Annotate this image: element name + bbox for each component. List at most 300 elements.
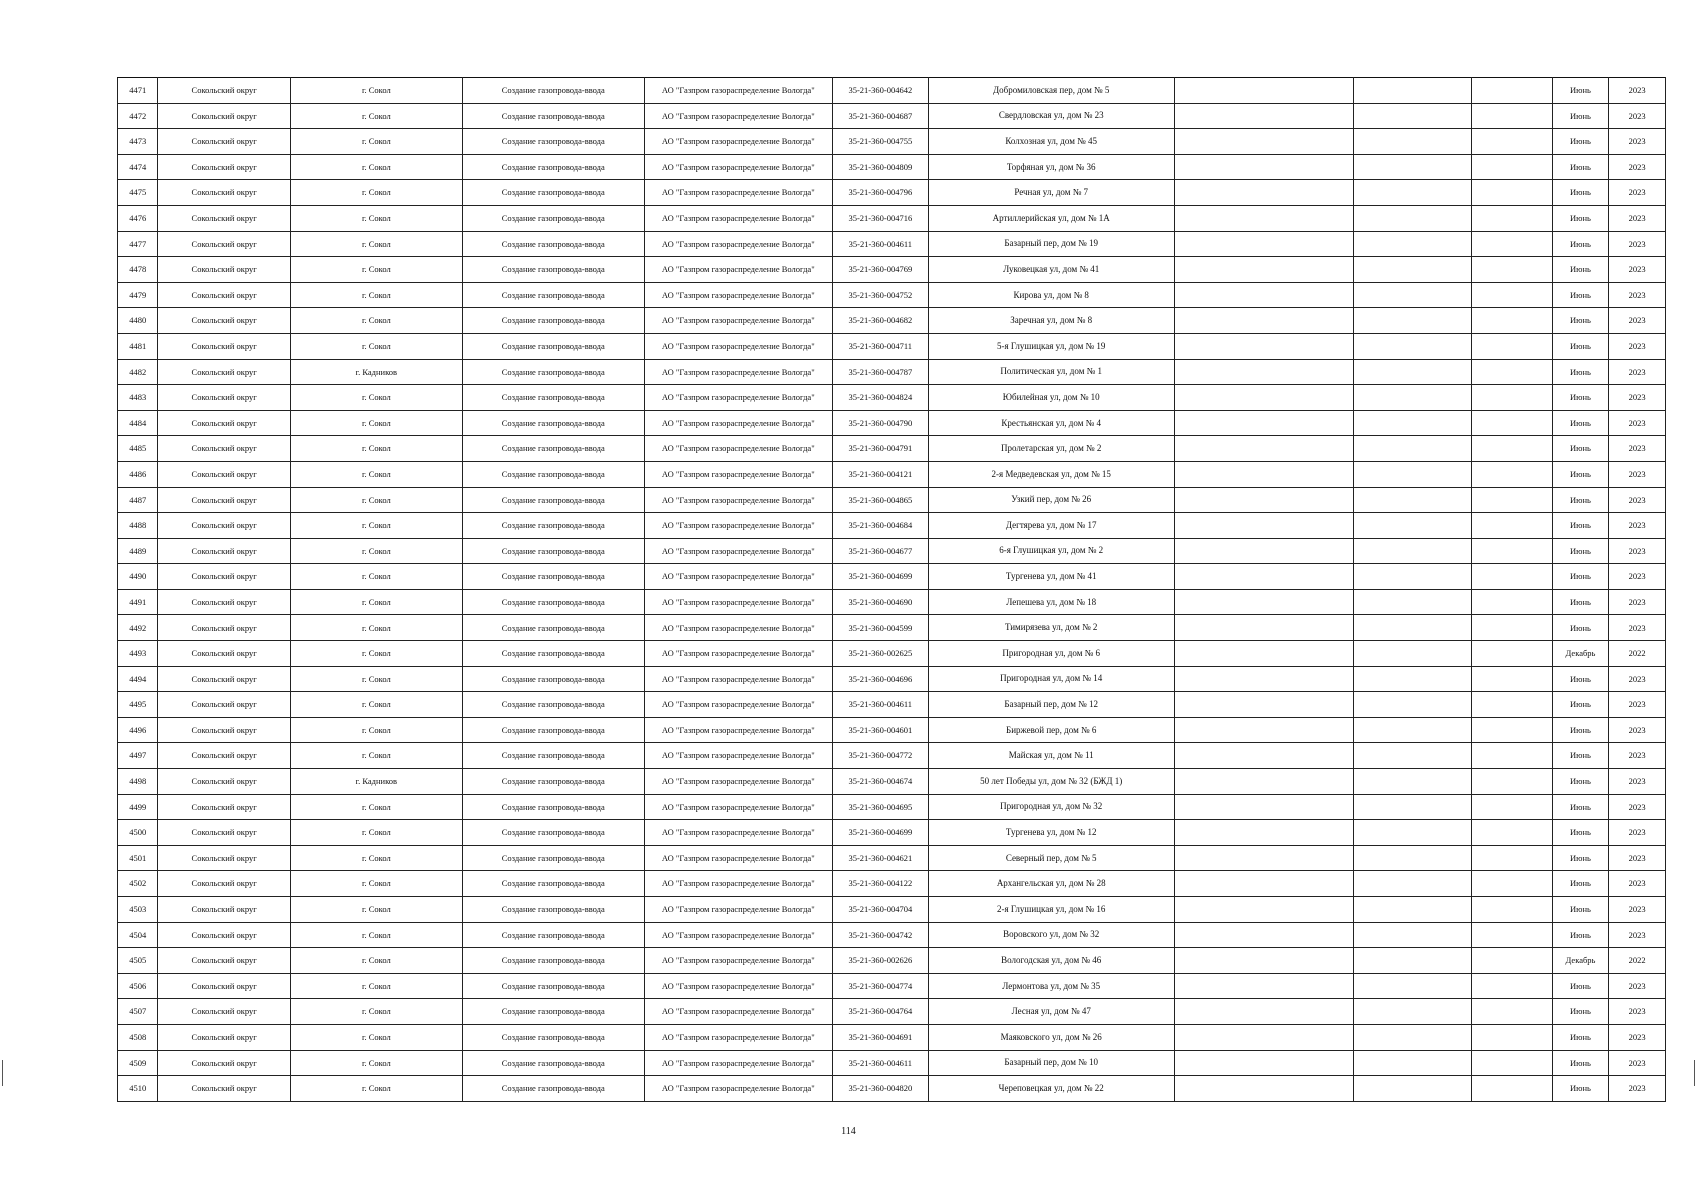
work-type-cell: Создание газопровода-ввода	[462, 845, 644, 871]
request-number-cell: 35-21-360-004791	[832, 436, 928, 462]
blank-a-cell	[1174, 103, 1353, 129]
row-number-cell: 4478	[118, 257, 158, 283]
settlement-cell: г. Сокол	[290, 1024, 462, 1050]
blank-c-cell	[1471, 692, 1552, 718]
blank-b-cell	[1353, 794, 1471, 820]
blank-c-cell	[1471, 1024, 1552, 1050]
year-cell: 2023	[1609, 154, 1666, 180]
address-cell: 6-я Глушицкая ул, дом № 2	[928, 538, 1174, 564]
request-number-cell: 35-21-360-004774	[832, 973, 928, 999]
district-cell: Сокольский округ	[158, 78, 290, 104]
blank-b-cell	[1353, 1076, 1471, 1102]
table-row	[118, 692, 1666, 718]
organization-cell: АО "Газпром газораспределение Вологда"	[644, 487, 832, 513]
district-cell: Сокольский округ	[158, 666, 290, 692]
work-type-cell: Создание газопровода-ввода	[462, 487, 644, 513]
request-number-cell: 35-21-360-004599	[832, 615, 928, 641]
blank-a-cell	[1174, 948, 1353, 974]
work-type-cell: Создание газопровода-ввода	[462, 205, 644, 231]
work-type-cell: Создание газопровода-ввода	[462, 154, 644, 180]
row-number-cell: 4472	[118, 103, 158, 129]
table-row	[118, 154, 1666, 180]
blank-c-cell	[1471, 589, 1552, 615]
organization-cell: АО "Газпром газораспределение Вологда"	[644, 973, 832, 999]
blank-b-cell	[1353, 717, 1471, 743]
year-cell: 2023	[1609, 333, 1666, 359]
address-cell: Череповецкая ул, дом № 22	[928, 1076, 1174, 1102]
district-cell: Сокольский округ	[158, 897, 290, 923]
year-cell: 2023	[1609, 436, 1666, 462]
address-cell: Архангельская ул, дом № 28	[928, 871, 1174, 897]
blank-c-cell	[1471, 1050, 1552, 1076]
address-cell: Пригородная ул, дом № 32	[928, 794, 1174, 820]
month-cell: Июнь	[1552, 436, 1609, 462]
blank-b-cell	[1353, 461, 1471, 487]
month-cell: Июнь	[1552, 180, 1609, 206]
year-cell: 2023	[1609, 794, 1666, 820]
organization-cell: АО "Газпром газораспределение Вологда"	[644, 410, 832, 436]
year-cell: 2023	[1609, 897, 1666, 923]
blank-c-cell	[1471, 154, 1552, 180]
work-type-cell: Создание газопровода-ввода	[462, 871, 644, 897]
month-cell: Июнь	[1552, 129, 1609, 155]
organization-cell: АО "Газпром газораспределение Вологда"	[644, 845, 832, 871]
table-row	[118, 1076, 1666, 1102]
table-row	[118, 743, 1666, 769]
request-number-cell: 35-21-360-004695	[832, 794, 928, 820]
address-cell: Торфяная ул, дом № 36	[928, 154, 1174, 180]
organization-cell: АО "Газпром газораспределение Вологда"	[644, 615, 832, 641]
district-cell: Сокольский округ	[158, 461, 290, 487]
month-cell: Июнь	[1552, 666, 1609, 692]
year-cell: 2023	[1609, 615, 1666, 641]
address-cell: Крестьянская ул, дом № 4	[928, 410, 1174, 436]
organization-cell: АО "Газпром газораспределение Вологда"	[644, 794, 832, 820]
year-cell: 2023	[1609, 180, 1666, 206]
blank-c-cell	[1471, 820, 1552, 846]
blank-c-cell	[1471, 513, 1552, 539]
table-row	[118, 333, 1666, 359]
request-number-cell: 35-21-360-004711	[832, 333, 928, 359]
month-cell: Июнь	[1552, 794, 1609, 820]
year-cell: 2023	[1609, 973, 1666, 999]
table-row	[118, 589, 1666, 615]
address-cell: Лепешева ул, дом № 18	[928, 589, 1174, 615]
district-cell: Сокольский округ	[158, 487, 290, 513]
blank-b-cell	[1353, 78, 1471, 104]
work-type-cell: Создание газопровода-ввода	[462, 615, 644, 641]
month-cell: Июнь	[1552, 359, 1609, 385]
row-number-cell: 4479	[118, 282, 158, 308]
year-cell: 2022	[1609, 641, 1666, 667]
blank-b-cell	[1353, 257, 1471, 283]
blank-a-cell	[1174, 257, 1353, 283]
organization-cell: АО "Газпром газораспределение Вологда"	[644, 461, 832, 487]
year-cell: 2023	[1609, 1050, 1666, 1076]
blank-a-cell	[1174, 513, 1353, 539]
settlement-cell: г. Сокол	[290, 461, 462, 487]
settlement-cell: г. Сокол	[290, 436, 462, 462]
row-number-cell: 4508	[118, 1024, 158, 1050]
settlement-cell: г. Сокол	[290, 129, 462, 155]
blank-c-cell	[1471, 231, 1552, 257]
organization-cell: АО "Газпром газораспределение Вологда"	[644, 692, 832, 718]
district-cell: Сокольский округ	[158, 743, 290, 769]
request-number-cell: 35-21-360-002626	[832, 948, 928, 974]
address-cell: Заречная ул, дом № 8	[928, 308, 1174, 334]
request-number-cell: 35-21-360-002625	[832, 641, 928, 667]
row-number-cell: 4509	[118, 1050, 158, 1076]
blank-c-cell	[1471, 769, 1552, 795]
settlement-cell: г. Сокол	[290, 717, 462, 743]
address-cell: Дегтярева ул, дом № 17	[928, 513, 1174, 539]
blank-c-cell	[1471, 666, 1552, 692]
address-cell: Тимирязева ул, дом № 2	[928, 615, 1174, 641]
address-cell: Вологодская ул, дом № 46	[928, 948, 1174, 974]
table-row	[118, 513, 1666, 539]
address-cell: Воровского ул, дом № 32	[928, 922, 1174, 948]
blank-a-cell	[1174, 308, 1353, 334]
blank-a-cell	[1174, 282, 1353, 308]
blank-c-cell	[1471, 103, 1552, 129]
work-type-cell: Создание газопровода-ввода	[462, 589, 644, 615]
work-type-cell: Создание газопровода-ввода	[462, 359, 644, 385]
organization-cell: АО "Газпром газораспределение Вологда"	[644, 717, 832, 743]
organization-cell: АО "Газпром газораспределение Вологда"	[644, 257, 832, 283]
district-cell: Сокольский округ	[158, 564, 290, 590]
table-row	[118, 641, 1666, 667]
blank-a-cell	[1174, 973, 1353, 999]
row-number-cell: 4485	[118, 436, 158, 462]
settlement-cell: г. Сокол	[290, 282, 462, 308]
month-cell: Июнь	[1552, 1050, 1609, 1076]
work-type-cell: Создание газопровода-ввода	[462, 78, 644, 104]
district-cell: Сокольский округ	[158, 257, 290, 283]
blank-a-cell	[1174, 820, 1353, 846]
settlement-cell: г. Сокол	[290, 692, 462, 718]
blank-b-cell	[1353, 436, 1471, 462]
district-cell: Сокольский округ	[158, 103, 290, 129]
settlement-cell: г. Сокол	[290, 78, 462, 104]
blank-a-cell	[1174, 129, 1353, 155]
year-cell: 2023	[1609, 845, 1666, 871]
blank-b-cell	[1353, 333, 1471, 359]
table-row	[118, 769, 1666, 795]
blank-b-cell	[1353, 487, 1471, 513]
settlement-cell: г. Кадников	[290, 769, 462, 795]
organization-cell: АО "Газпром газораспределение Вологда"	[644, 871, 832, 897]
table-row	[118, 999, 1666, 1025]
year-cell: 2023	[1609, 692, 1666, 718]
year-cell: 2023	[1609, 1076, 1666, 1102]
row-number-cell: 4510	[118, 1076, 158, 1102]
organization-cell: АО "Газпром газораспределение Вологда"	[644, 129, 832, 155]
district-cell: Сокольский округ	[158, 589, 290, 615]
settlement-cell: г. Сокол	[290, 871, 462, 897]
row-number-cell: 4501	[118, 845, 158, 871]
organization-cell: АО "Газпром газораспределение Вологда"	[644, 897, 832, 923]
blank-c-cell	[1471, 948, 1552, 974]
row-number-cell: 4502	[118, 871, 158, 897]
work-type-cell: Создание газопровода-ввода	[462, 129, 644, 155]
row-number-cell: 4477	[118, 231, 158, 257]
work-type-cell: Создание газопровода-ввода	[462, 999, 644, 1025]
district-cell: Сокольский округ	[158, 410, 290, 436]
request-number-cell: 35-21-360-004611	[832, 231, 928, 257]
year-cell: 2023	[1609, 743, 1666, 769]
blank-b-cell	[1353, 308, 1471, 334]
blank-c-cell	[1471, 359, 1552, 385]
month-cell: Июнь	[1552, 231, 1609, 257]
district-cell: Сокольский округ	[158, 973, 290, 999]
row-number-cell: 4481	[118, 333, 158, 359]
blank-a-cell	[1174, 487, 1353, 513]
district-cell: Сокольский округ	[158, 820, 290, 846]
table-row	[118, 973, 1666, 999]
table-row	[118, 1024, 1666, 1050]
blank-a-cell	[1174, 1050, 1353, 1076]
blank-b-cell	[1353, 154, 1471, 180]
page-number: 114	[841, 1126, 856, 1137]
table-row	[118, 103, 1666, 129]
row-number-cell: 4483	[118, 385, 158, 411]
blank-c-cell	[1471, 794, 1552, 820]
table-row	[118, 436, 1666, 462]
blank-c-cell	[1471, 436, 1552, 462]
district-cell: Сокольский округ	[158, 641, 290, 667]
year-cell: 2023	[1609, 410, 1666, 436]
work-type-cell: Создание газопровода-ввода	[462, 1076, 644, 1102]
blank-c-cell	[1471, 78, 1552, 104]
blank-a-cell	[1174, 794, 1353, 820]
district-cell: Сокольский округ	[158, 999, 290, 1025]
blank-a-cell	[1174, 180, 1353, 206]
blank-b-cell	[1353, 641, 1471, 667]
month-cell: Июнь	[1552, 154, 1609, 180]
district-cell: Сокольский округ	[158, 769, 290, 795]
blank-a-cell	[1174, 871, 1353, 897]
settlement-cell: г. Сокол	[290, 564, 462, 590]
organization-cell: АО "Газпром газораспределение Вологда"	[644, 282, 832, 308]
month-cell: Июнь	[1552, 615, 1609, 641]
blank-b-cell	[1353, 973, 1471, 999]
address-cell: Луковецкая ул, дом № 41	[928, 257, 1174, 283]
settlement-cell: г. Сокол	[290, 589, 462, 615]
row-number-cell: 4484	[118, 410, 158, 436]
settlement-cell: г. Сокол	[290, 538, 462, 564]
work-type-cell: Создание газопровода-ввода	[462, 717, 644, 743]
blank-c-cell	[1471, 333, 1552, 359]
blank-b-cell	[1353, 692, 1471, 718]
work-type-cell: Создание газопровода-ввода	[462, 180, 644, 206]
blank-c-cell	[1471, 410, 1552, 436]
settlement-cell: г. Сокол	[290, 513, 462, 539]
row-number-cell: 4506	[118, 973, 158, 999]
settlement-cell: г. Сокол	[290, 103, 462, 129]
organization-cell: АО "Газпром газораспределение Вологда"	[644, 999, 832, 1025]
address-cell: Политическая ул, дом № 1	[928, 359, 1174, 385]
blank-a-cell	[1174, 385, 1353, 411]
month-cell: Июнь	[1552, 897, 1609, 923]
year-cell: 2023	[1609, 922, 1666, 948]
month-cell: Июнь	[1552, 871, 1609, 897]
row-number-cell: 4473	[118, 129, 158, 155]
district-cell: Сокольский округ	[158, 333, 290, 359]
request-number-cell: 35-21-360-004687	[832, 103, 928, 129]
table-row	[118, 359, 1666, 385]
address-cell: Пригородная ул, дом № 6	[928, 641, 1174, 667]
address-cell: Пролетарская ул, дом № 2	[928, 436, 1174, 462]
blank-a-cell	[1174, 461, 1353, 487]
blank-b-cell	[1353, 999, 1471, 1025]
blank-a-cell	[1174, 436, 1353, 462]
request-number-cell: 35-21-360-004716	[832, 205, 928, 231]
blank-c-cell	[1471, 897, 1552, 923]
settlement-cell: г. Сокол	[290, 231, 462, 257]
year-cell: 2023	[1609, 231, 1666, 257]
year-cell: 2023	[1609, 129, 1666, 155]
address-cell: Маяковского ул, дом № 26	[928, 1024, 1174, 1050]
work-type-cell: Создание газопровода-ввода	[462, 922, 644, 948]
request-number-cell: 35-21-360-004755	[832, 129, 928, 155]
address-cell: 2-я Глушицкая ул, дом № 16	[928, 897, 1174, 923]
table-row	[118, 385, 1666, 411]
district-cell: Сокольский округ	[158, 282, 290, 308]
work-type-cell: Создание газопровода-ввода	[462, 1024, 644, 1050]
address-cell: Северный пер, дом № 5	[928, 845, 1174, 871]
organization-cell: АО "Газпром газораспределение Вологда"	[644, 205, 832, 231]
month-cell: Июнь	[1552, 205, 1609, 231]
settlement-cell: г. Сокол	[290, 308, 462, 334]
row-number-cell: 4496	[118, 717, 158, 743]
district-cell: Сокольский округ	[158, 1050, 290, 1076]
settlement-cell: г. Сокол	[290, 845, 462, 871]
year-cell: 2023	[1609, 257, 1666, 283]
address-cell: Речная ул, дом № 7	[928, 180, 1174, 206]
blank-b-cell	[1353, 103, 1471, 129]
organization-cell: АО "Газпром газораспределение Вологда"	[644, 103, 832, 129]
month-cell: Июнь	[1552, 461, 1609, 487]
address-cell: 2-я Медведевская ул, дом № 15	[928, 461, 1174, 487]
table-row	[118, 78, 1666, 104]
request-number-cell: 35-21-360-004742	[832, 922, 928, 948]
data-table	[117, 77, 1666, 1102]
organization-cell: АО "Газпром газораспределение Вологда"	[644, 78, 832, 104]
row-number-cell: 4490	[118, 564, 158, 590]
organization-cell: АО "Газпром газораспределение Вологда"	[644, 1050, 832, 1076]
organization-cell: АО "Газпром газораспределение Вологда"	[644, 333, 832, 359]
blank-b-cell	[1353, 513, 1471, 539]
work-type-cell: Создание газопровода-ввода	[462, 948, 644, 974]
organization-cell: АО "Газпром газораспределение Вологда"	[644, 666, 832, 692]
table-row	[118, 205, 1666, 231]
address-cell: Базарный пер, дом № 10	[928, 1050, 1174, 1076]
blank-a-cell	[1174, 641, 1353, 667]
request-number-cell: 35-21-360-004752	[832, 282, 928, 308]
month-cell: Июнь	[1552, 257, 1609, 283]
settlement-cell: г. Сокол	[290, 205, 462, 231]
year-cell: 2023	[1609, 769, 1666, 795]
row-number-cell: 4494	[118, 666, 158, 692]
settlement-cell: г. Сокол	[290, 820, 462, 846]
table-row	[118, 410, 1666, 436]
address-cell: Базарный пер, дом № 19	[928, 231, 1174, 257]
blank-a-cell	[1174, 205, 1353, 231]
month-cell: Июнь	[1552, 743, 1609, 769]
year-cell: 2023	[1609, 308, 1666, 334]
blank-a-cell	[1174, 666, 1353, 692]
month-cell: Июнь	[1552, 487, 1609, 513]
request-number-cell: 35-21-360-004122	[832, 871, 928, 897]
organization-cell: АО "Газпром газораспределение Вологда"	[644, 589, 832, 615]
row-number-cell: 4491	[118, 589, 158, 615]
year-cell: 2023	[1609, 820, 1666, 846]
address-cell: 5-я Глушицкая ул, дом № 19	[928, 333, 1174, 359]
work-type-cell: Создание газопровода-ввода	[462, 461, 644, 487]
month-cell: Июнь	[1552, 513, 1609, 539]
work-type-cell: Создание газопровода-ввода	[462, 257, 644, 283]
blank-a-cell	[1174, 897, 1353, 923]
work-type-cell: Создание газопровода-ввода	[462, 103, 644, 129]
table-row	[118, 564, 1666, 590]
request-number-cell: 35-21-360-004824	[832, 385, 928, 411]
address-cell: Добромиловская пер, дом № 5	[928, 78, 1174, 104]
blank-c-cell	[1471, 1076, 1552, 1102]
request-number-cell: 35-21-360-004677	[832, 538, 928, 564]
year-cell: 2023	[1609, 78, 1666, 104]
settlement-cell: г. Сокол	[290, 897, 462, 923]
settlement-cell: г. Сокол	[290, 154, 462, 180]
organization-cell: АО "Газпром газораспределение Вологда"	[644, 538, 832, 564]
request-number-cell: 35-21-360-004611	[832, 1050, 928, 1076]
blank-a-cell	[1174, 1076, 1353, 1102]
table-row	[118, 922, 1666, 948]
district-cell: Сокольский округ	[158, 385, 290, 411]
work-type-cell: Создание газопровода-ввода	[462, 769, 644, 795]
district-cell: Сокольский округ	[158, 1076, 290, 1102]
organization-cell: АО "Газпром газораспределение Вологда"	[644, 231, 832, 257]
blank-c-cell	[1471, 538, 1552, 564]
blank-b-cell	[1353, 129, 1471, 155]
settlement-cell: г. Сокол	[290, 615, 462, 641]
month-cell: Декабрь	[1552, 641, 1609, 667]
blank-c-cell	[1471, 308, 1552, 334]
request-number-cell: 35-21-360-004772	[832, 743, 928, 769]
row-number-cell: 4480	[118, 308, 158, 334]
row-number-cell: 4475	[118, 180, 158, 206]
row-number-cell: 4489	[118, 538, 158, 564]
address-cell: Биржевой пер, дом № 6	[928, 717, 1174, 743]
blank-a-cell	[1174, 999, 1353, 1025]
month-cell: Июнь	[1552, 999, 1609, 1025]
blank-a-cell	[1174, 538, 1353, 564]
table-row	[118, 615, 1666, 641]
month-cell: Июнь	[1552, 922, 1609, 948]
address-cell: Лесная ул, дом № 47	[928, 999, 1174, 1025]
blank-c-cell	[1471, 385, 1552, 411]
district-cell: Сокольский округ	[158, 129, 290, 155]
row-number-cell: 4497	[118, 743, 158, 769]
blank-c-cell	[1471, 205, 1552, 231]
work-type-cell: Создание газопровода-ввода	[462, 794, 644, 820]
district-cell: Сокольский округ	[158, 308, 290, 334]
month-cell: Июнь	[1552, 564, 1609, 590]
table-row	[118, 180, 1666, 206]
blank-a-cell	[1174, 692, 1353, 718]
year-cell: 2023	[1609, 103, 1666, 129]
blank-c-cell	[1471, 999, 1552, 1025]
year-cell: 2023	[1609, 564, 1666, 590]
